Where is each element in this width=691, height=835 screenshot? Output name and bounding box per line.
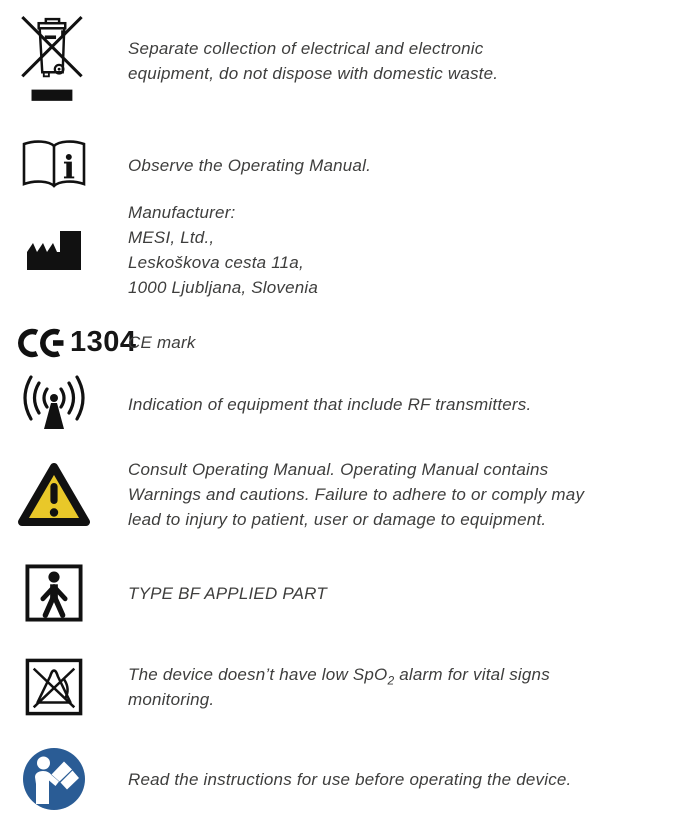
description-line: lead to injury to patient, user or damage to equipment. [128,510,547,529]
ce-logo-icon [16,328,68,358]
description-text: The device doesn’t have low SpO [128,665,388,684]
icon-cell [0,326,137,359]
description-line: Indication of equipment that include RF transmitters. [128,394,532,414]
symbol-description [108,662,691,712]
description-line [128,662,691,687]
subscript-text: 2 [387,673,395,688]
warning-triangle-icon [15,460,93,530]
manufacturer-line: Manufacturer: [128,203,236,222]
description-line: Separate collection of electrical and electronic [128,39,484,58]
symbol-row-weee [0,14,691,108]
symbol-description [108,457,691,532]
description-line: Warnings and cautions. Failure to adhere to or comply may [128,485,585,504]
symbol-row-type-bf [0,564,691,622]
symbol-row-rf-transmitter [0,375,691,433]
symbol-description [108,392,691,417]
description-line: CE mark [128,333,196,352]
description-line: TYPE BF APPLIED PART [128,583,327,603]
rf-transmitter-icon [11,375,97,433]
manufacturer-line: MESI, Ltd., [128,228,215,247]
symbol-row-ce-mark [0,326,691,359]
description-text: alarm for vital signs [394,665,550,684]
icon-cell [0,138,108,192]
icon-cell [0,460,108,530]
read-instructions-mandatory-icon [21,746,87,812]
manufacturer-address [108,200,691,300]
description-line: Consult Operating Manual. Operating Manual contains [128,460,549,479]
icon-cell [0,375,108,433]
icon-cell [0,746,108,812]
symbol-row-read-instructions [0,746,691,812]
manufacturer-line: 1000 Ljubljana, Slovenia [128,278,319,297]
manufacturer-factory-icon [25,228,83,272]
icon-cell [0,658,108,716]
symbol-row-operating-manual [0,138,691,192]
symbol-row-warning [0,457,691,532]
type-bf-applied-part-icon [25,564,83,622]
svg-text:i: i [62,148,76,186]
icon-cell [0,14,108,108]
no-alarm-crossed-bell-icon [25,658,83,716]
symbol-description [108,36,691,86]
symbol-description [108,767,691,792]
description-line: Observe the Operating Manual. [128,155,371,175]
symbol-description [108,153,691,178]
icon-cell [0,564,108,622]
notified-body-number: 1304 [70,326,137,358]
operating-manual-book-icon [19,138,89,192]
description-line: monitoring. [128,690,215,709]
symbol-row-no-alarm [0,658,691,716]
symbol-row-manufacturer [0,200,691,300]
manufacturer-line: Leskoškova cesta 11a, [128,253,304,272]
description-line: equipment, do not dispose with domestic waste. [128,64,499,83]
symbol-description [108,581,691,606]
description-line: Read the instructions for use before operating the device. [128,769,572,789]
icon-cell [0,228,108,272]
symbol-description [108,330,691,355]
weee-crossed-out-wheeled-bin-icon [17,14,91,108]
